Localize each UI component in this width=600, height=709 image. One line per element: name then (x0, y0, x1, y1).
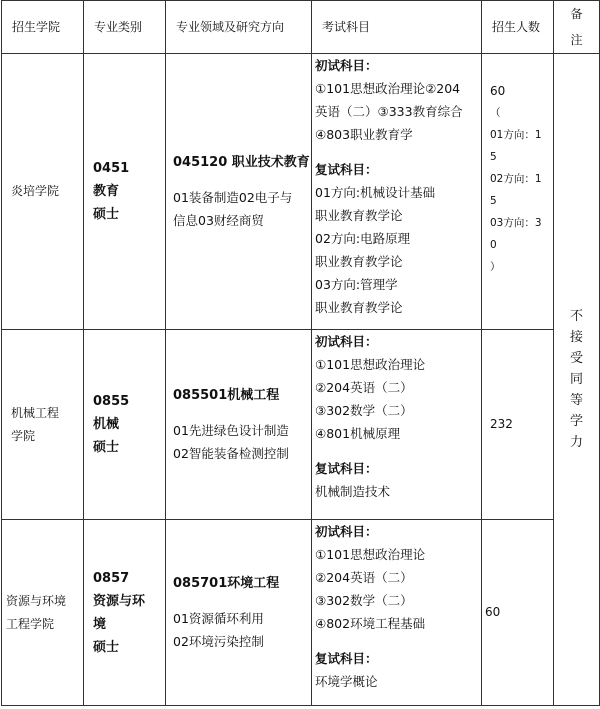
college-cell (2, 330, 84, 520)
prelim-line-3: ③302数学（二） (315, 403, 413, 418)
prelim-line-1: ①101思想政治理论 (315, 357, 426, 372)
retest-line-1: 环境学概论 (315, 674, 378, 689)
category-line-1: 教育 (93, 184, 120, 199)
spacer (315, 635, 481, 647)
prelim-title: 初试科目： (315, 524, 378, 539)
subjects-cell (312, 54, 482, 330)
retest-line-6: 职业教育教学论 (315, 300, 403, 315)
note-char: 等 (569, 393, 583, 408)
retest-line-2: 职业教育教学论 (315, 208, 403, 223)
enroll-dir1-b: 5 (490, 151, 497, 163)
direction-line-2: 02智能装备检测控制 (173, 446, 289, 461)
enroll-cell (482, 520, 554, 706)
direction-line-1: 01装备制造02电子与 (173, 190, 293, 205)
prelim-line-2: ②204英语（二） (315, 570, 413, 585)
category-line-2: 境 (93, 616, 107, 632)
enroll-total: 60 (485, 605, 501, 619)
category-code: 0855 (93, 394, 130, 409)
prelim-line-4: ④801机械原理 (315, 426, 401, 441)
admissions-table (1, 0, 600, 706)
enroll-dir3-b: 0 (490, 239, 497, 251)
direction-line-1: 01资源循环利用 (173, 611, 264, 626)
category-cell (84, 520, 166, 706)
subjects-cell (312, 520, 482, 706)
prelim-line-3: ④803职业教育学 (315, 127, 413, 142)
note-cell (554, 54, 600, 706)
enroll-cell (482, 54, 554, 330)
prelim-line-2: ②204英语（二） (315, 380, 413, 395)
spacer (315, 146, 481, 158)
college-name-line-1: 机械工程 (11, 405, 60, 420)
college-name-line-2: 学院 (11, 428, 36, 443)
enroll-cell (482, 330, 554, 520)
note-char: 接 (569, 330, 583, 345)
prelim-line-4: ④802环境工程基础 (315, 616, 426, 631)
category-code: 0451 (93, 161, 130, 176)
table-header-row (2, 1, 600, 54)
note-char: 力 (569, 435, 583, 450)
direction-line-1: 01先进绿色设计制造 (173, 423, 289, 438)
header-note-char-1: 备 (570, 7, 583, 21)
enroll-paren-close: ） (490, 261, 501, 273)
retest-line-4: 职业教育教学论 (315, 254, 403, 269)
prelim-title: 初试科目： (315, 334, 378, 349)
header-category: 专业类别 (84, 1, 166, 54)
prelim-line-1: ①101思想政治理论②204 (315, 81, 461, 96)
header-note-char-2: 注 (570, 33, 583, 47)
major-name: 085501机械工程 (173, 388, 280, 403)
retest-title: 复试科目： (315, 461, 378, 476)
field-cell (166, 54, 312, 330)
college-name: 炎培学院 (11, 184, 60, 198)
note-char: 同 (569, 372, 583, 387)
enroll-total: 60 (490, 84, 506, 98)
category-cell (84, 330, 166, 520)
enroll-dir3-a: 03方向：3 (490, 217, 542, 229)
field-cell (166, 330, 312, 520)
enroll-total: 232 (490, 417, 513, 431)
enroll-dir2-a: 02方向：1 (490, 173, 542, 185)
retest-title: 复试科目： (315, 162, 378, 177)
header-enroll: 招生人数 (482, 1, 554, 54)
prelim-line-2: 英语（二）③333教育综合 (315, 104, 463, 119)
category-line-2: 硕士 (93, 440, 120, 455)
note-char: 学 (569, 414, 583, 429)
subjects-cell (312, 330, 482, 520)
prelim-title: 初试科目： (315, 58, 378, 73)
note-char: 受 (569, 351, 583, 366)
direction-line-2: 02环境污染控制 (173, 634, 264, 649)
table-row (2, 520, 600, 706)
retest-line-3: 02方向:电路原理 (315, 231, 411, 246)
header-field: 专业领域及研究方向 (166, 1, 312, 54)
category-line-2: 硕士 (93, 207, 120, 222)
category-line-1: 机械 (93, 417, 120, 432)
header-subjects: 考试科目 (312, 1, 482, 54)
category-code: 0857 (93, 570, 130, 586)
category-line-1: 资源与环 (93, 593, 146, 609)
table-row (2, 330, 600, 520)
enroll-dir1-a: 01方向：1 (490, 129, 542, 141)
major-name: 045120 职业技术教育 (173, 155, 310, 170)
header-college: 招生学院 (2, 1, 84, 54)
header-note (554, 1, 600, 54)
field-cell (166, 520, 312, 706)
retest-title: 复试科目： (315, 651, 378, 666)
enroll-dir2-b: 5 (490, 195, 497, 207)
category-cell (84, 54, 166, 330)
college-name-line-2: 工程学院 (6, 616, 55, 631)
college-cell (2, 520, 84, 706)
retest-line-1: 01方向:机械设计基础 (315, 185, 436, 200)
retest-line-5: 03方向:管理学 (315, 277, 398, 292)
major-name: 085701环境工程 (173, 576, 280, 591)
category-line-3: 硕士 (93, 639, 120, 655)
table-row (2, 54, 600, 330)
spacer (315, 445, 481, 457)
note-char: 不 (569, 309, 583, 324)
retest-line-1: 机械制造技术 (315, 484, 391, 499)
prelim-line-3: ③302数学（二） (315, 593, 413, 608)
prelim-line-1: ①101思想政治理论 (315, 547, 426, 562)
college-cell (2, 54, 84, 330)
enroll-paren-open: （ (490, 107, 501, 119)
college-name-line-1: 资源与环境 (6, 593, 67, 608)
direction-line-2: 信息03财经商贸 (173, 213, 264, 228)
